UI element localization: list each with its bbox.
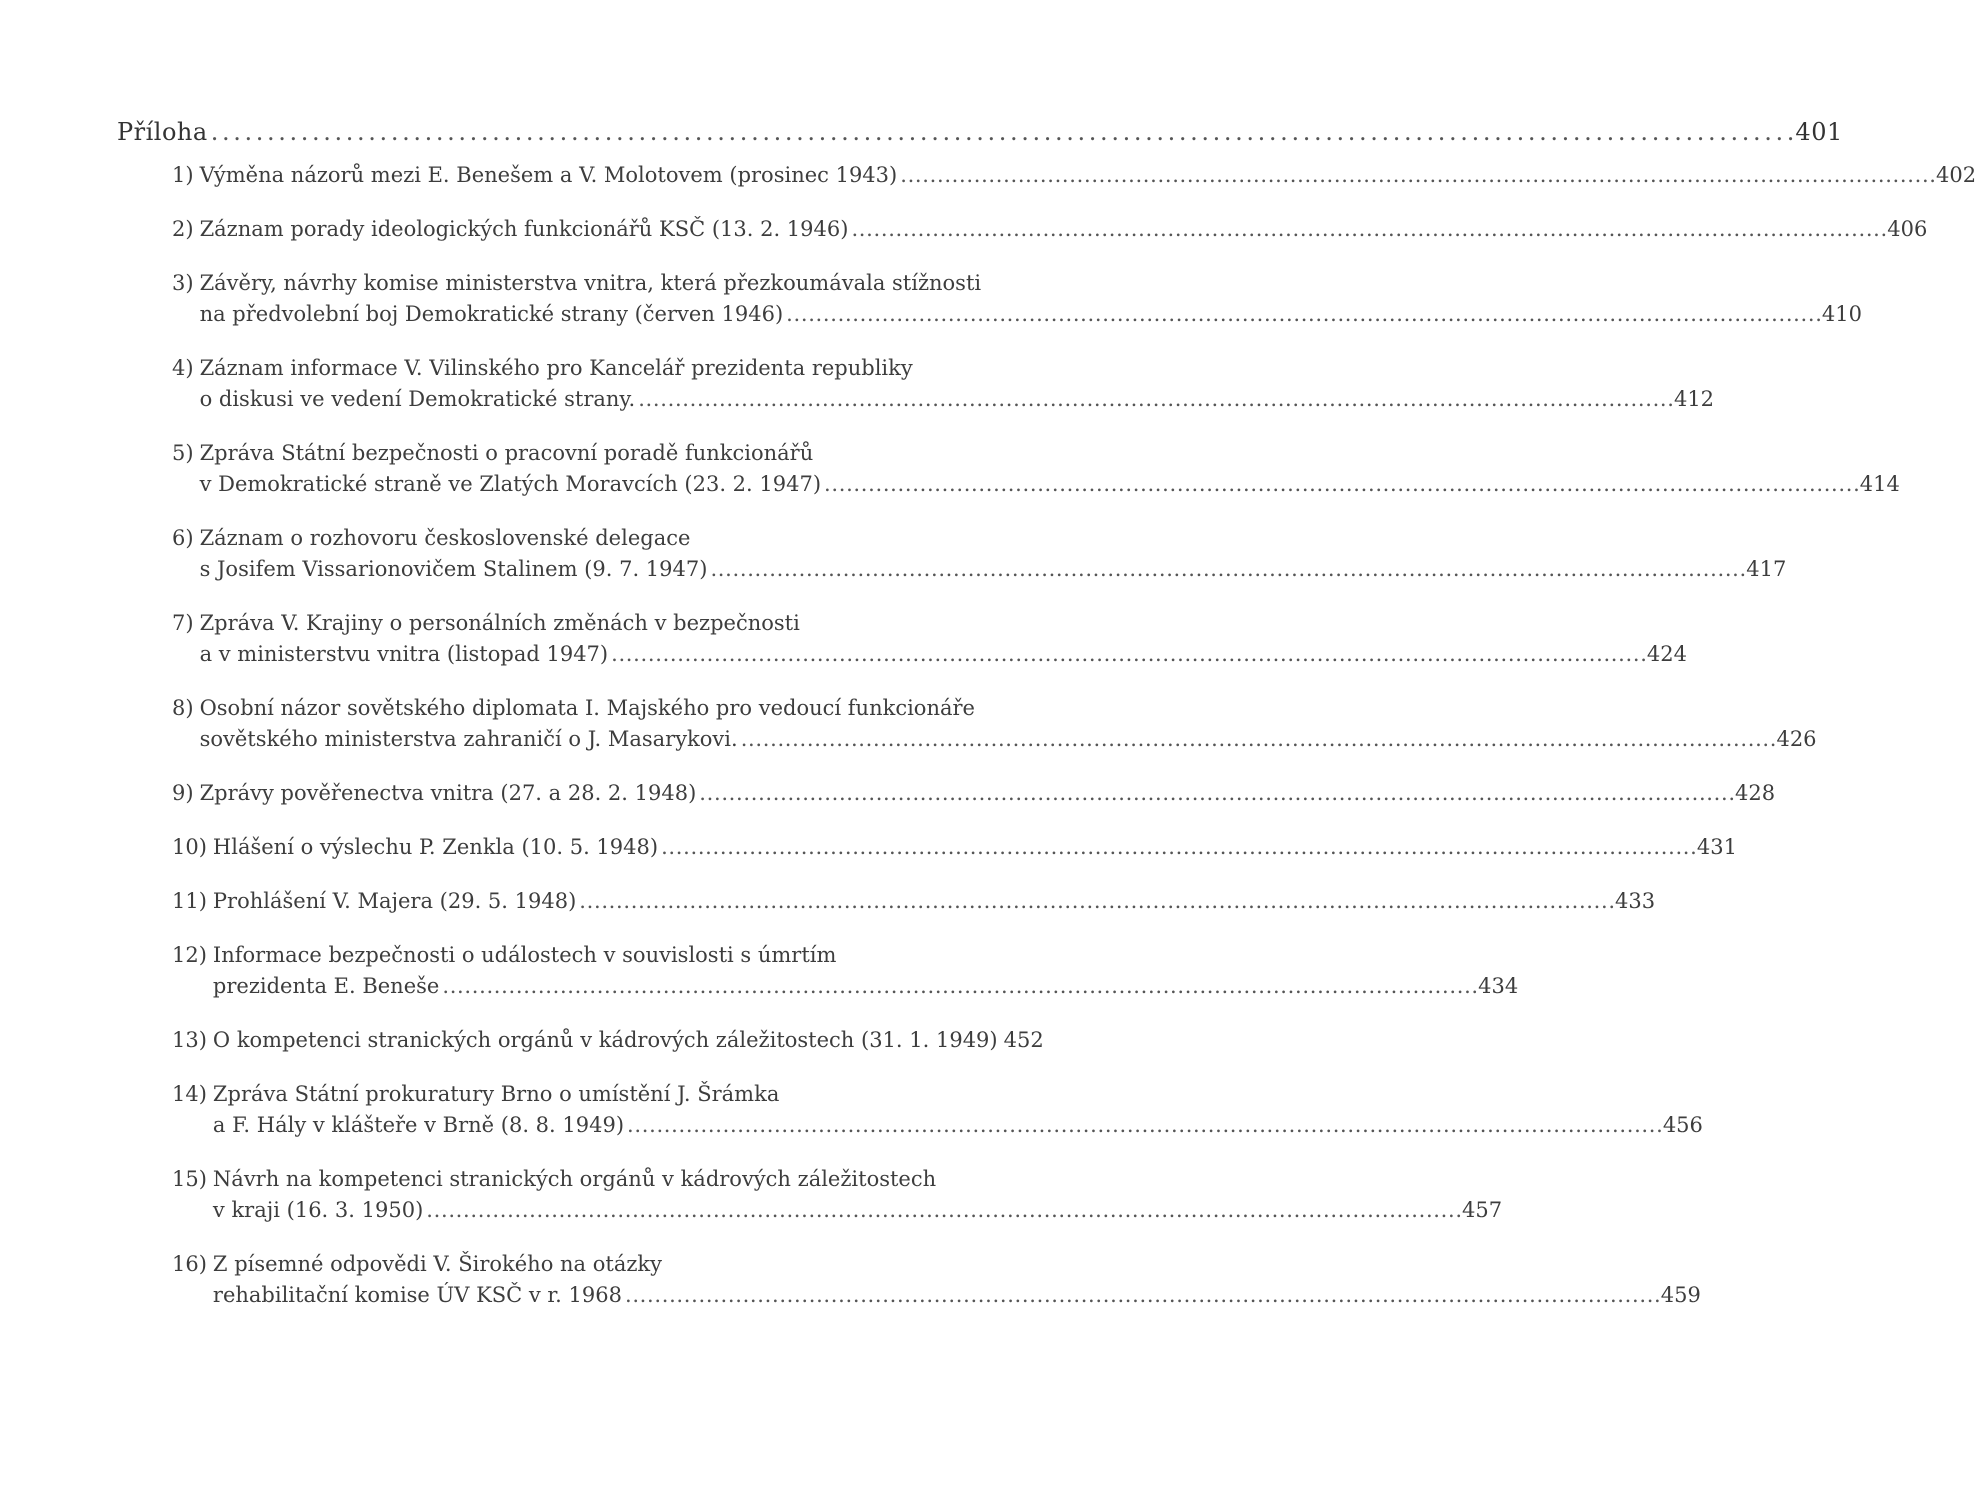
entry-title: Návrh na kompetenci stranických orgánů v kádrových záležitostech bbox=[212, 1167, 937, 1191]
entry-number: 8) bbox=[172, 696, 194, 720]
toc-entry bbox=[172, 353, 1715, 415]
table-of-contents bbox=[117, 118, 1976, 1334]
toc-entry-line bbox=[172, 1025, 1044, 1056]
entry-title: a v ministerstvu vnitra (listopad 1947) bbox=[199, 642, 609, 666]
toc-entry-line bbox=[172, 1195, 1503, 1226]
page-number: 410 bbox=[1821, 302, 1863, 326]
entry-number: 13) bbox=[172, 1028, 207, 1052]
entry-title: rehabilitační komise ÚV KSČ v r. 1968 bbox=[212, 1283, 622, 1307]
toc-entry-line bbox=[172, 1079, 947, 1110]
toc-entry bbox=[172, 160, 1976, 191]
page-number: 452 bbox=[1003, 1028, 1044, 1052]
dot-leader bbox=[211, 118, 1793, 146]
toc-entry-line bbox=[172, 724, 1817, 755]
toc-entry-line bbox=[172, 940, 947, 971]
dot-leader bbox=[625, 1280, 1658, 1311]
entry-title: o diskusi ve vedení Demokratické strany. bbox=[199, 387, 636, 411]
entry-title: Zpráva Státní bezpečnosti o pracovní poradě funkcionářů bbox=[199, 441, 814, 465]
toc-heading bbox=[117, 118, 1843, 146]
entry-title: O kompetenci stranických orgánů v kádrových záležitostech (31. 1. 1949) bbox=[212, 1028, 998, 1052]
toc-entry bbox=[172, 523, 1787, 585]
toc-entry-line bbox=[172, 268, 982, 299]
page-number: 434 bbox=[1478, 974, 1519, 998]
entry-number: 4) bbox=[172, 356, 194, 380]
entry-number: 14) bbox=[172, 1082, 207, 1106]
toc-entry-line bbox=[172, 1249, 947, 1280]
toc-entries bbox=[172, 160, 1976, 1311]
toc-entry-line bbox=[172, 438, 947, 469]
dot-leader bbox=[824, 469, 1857, 500]
toc-entry-line bbox=[172, 971, 1519, 1002]
entry-number: 16) bbox=[172, 1252, 207, 1276]
toc-entry-line bbox=[172, 1164, 947, 1195]
entry-title: v Demokratické straně ve Zlatých Moravcích (23. 2. 1947) bbox=[199, 472, 822, 496]
page-number: 428 bbox=[1735, 781, 1776, 805]
entry-number: 11) bbox=[172, 889, 207, 913]
page-number: 406 bbox=[1887, 217, 1928, 241]
page-number: 412 bbox=[1673, 387, 1715, 411]
toc-entry-line bbox=[172, 639, 1687, 670]
entry-number: 6) bbox=[172, 526, 194, 550]
dot-leader bbox=[661, 832, 1694, 863]
entry-number: 9) bbox=[172, 781, 194, 805]
toc-entry-line bbox=[172, 353, 947, 384]
entry-title: s Josifem Vissarionovičem Stalinem (9. 7. 1947) bbox=[199, 557, 708, 581]
toc-entry-line bbox=[172, 1280, 1701, 1311]
entry-title: v kraji (16. 3. 1950) bbox=[212, 1198, 424, 1222]
toc-entry bbox=[172, 438, 1900, 500]
page-number: 426 bbox=[1776, 727, 1817, 751]
entry-title: Hlášení o výslechu P. Zenkla (10. 5. 1948) bbox=[212, 835, 659, 859]
toc-entry-line bbox=[172, 1110, 1703, 1141]
dot-leader bbox=[699, 778, 1732, 809]
page-number: 414 bbox=[1859, 472, 1900, 496]
page-number: 401 bbox=[1795, 118, 1843, 146]
entry-number: 5) bbox=[172, 441, 194, 465]
toc-entry bbox=[172, 1164, 1503, 1226]
dot-leader bbox=[638, 384, 1671, 415]
toc-entry bbox=[172, 832, 1737, 863]
dot-leader bbox=[741, 724, 1774, 755]
toc-entry-line bbox=[172, 554, 1787, 585]
entry-title: Z písemné odpovědi V. Širokého na otázky bbox=[212, 1252, 662, 1276]
dot-leader bbox=[426, 1195, 1459, 1226]
entry-title: Informace bezpečnosti o událostech v souvislosti s úmrtím bbox=[212, 943, 837, 967]
entry-title: Prohlášení V. Majera (29. 5. 1948) bbox=[212, 889, 577, 913]
page-number: 433 bbox=[1615, 889, 1656, 913]
page-number: 459 bbox=[1660, 1283, 1701, 1307]
toc-entry-line bbox=[172, 886, 1656, 917]
entry-title: a F. Hály v klášteře v Brně (8. 8. 1949) bbox=[212, 1113, 625, 1137]
toc-entry bbox=[172, 1025, 1044, 1056]
toc-entry bbox=[172, 268, 1863, 330]
toc-entry-line bbox=[172, 384, 1715, 415]
entry-title: Záznam porady ideologických funkcionářů KSČ (13. 2. 1946) bbox=[199, 217, 849, 241]
entry-title: na předvolební boj Demokratické strany (červen 1946) bbox=[199, 302, 784, 326]
toc-entry-line bbox=[172, 214, 1928, 245]
entry-number: 2) bbox=[172, 217, 194, 241]
toc-entry-line bbox=[172, 523, 947, 554]
toc-entry bbox=[172, 940, 1519, 1002]
page-number: 431 bbox=[1696, 835, 1737, 859]
dot-leader bbox=[611, 639, 1644, 670]
toc-entry bbox=[172, 608, 1687, 670]
page-number: 457 bbox=[1462, 1198, 1503, 1222]
page-number: 402 bbox=[1935, 163, 1976, 187]
entry-number: 1) bbox=[172, 163, 194, 187]
toc-entry bbox=[172, 693, 1817, 755]
toc-entry-line bbox=[172, 778, 1776, 809]
toc-entry bbox=[172, 886, 1656, 917]
entry-number: 3) bbox=[172, 271, 194, 295]
toc-entry-line bbox=[172, 693, 975, 724]
entry-title: Zprávy pověřenectva vnitra (27. a 28. 2. 1948) bbox=[199, 781, 697, 805]
entry-title: Závěry, návrhy komise ministerstva vnitra, která přezkoumávala stížnosti bbox=[199, 271, 982, 295]
entry-title: Zpráva V. Krajiny o personálních změnách v bezpečnosti bbox=[199, 611, 800, 635]
dot-leader bbox=[786, 299, 1819, 330]
entry-number: 10) bbox=[172, 835, 207, 859]
toc-entry-line bbox=[172, 608, 947, 639]
dot-leader bbox=[710, 554, 1743, 585]
entry-title: Osobní názor sovětského diplomata I. Majského pro vedoucí funkcionáře bbox=[199, 696, 975, 720]
entry-title: Výměna názorů mezi E. Benešem a V. Molotovem (prosinec 1943) bbox=[199, 163, 898, 187]
entry-number: 7) bbox=[172, 611, 194, 635]
toc-entry bbox=[172, 1079, 1703, 1141]
entry-title: Záznam informace V. Vilinského pro Kancelář prezidenta republiky bbox=[199, 356, 913, 380]
toc-entry-line bbox=[172, 832, 1737, 863]
toc-entry bbox=[172, 1249, 1701, 1311]
dot-leader bbox=[442, 971, 1475, 1002]
entry-title: Zpráva Státní prokuratury Brno o umístění J. Šrámka bbox=[212, 1082, 780, 1106]
toc-entry-line bbox=[172, 299, 1863, 330]
entry-number: 15) bbox=[172, 1167, 207, 1191]
toc-entry-line bbox=[172, 160, 1976, 191]
dot-leader bbox=[851, 214, 1884, 245]
dot-leader bbox=[579, 886, 1612, 917]
toc-entry-line bbox=[172, 469, 1900, 500]
entry-title: prezidenta E. Beneše bbox=[212, 974, 440, 998]
dot-leader bbox=[900, 160, 1933, 191]
entry-number: 12) bbox=[172, 943, 207, 967]
entry-title: sovětského ministerstva zahraničí o J. Masarykovi. bbox=[199, 727, 738, 751]
page-number: 417 bbox=[1746, 557, 1787, 581]
page-number: 456 bbox=[1662, 1113, 1703, 1137]
toc-entry bbox=[172, 778, 1776, 809]
dot-leader bbox=[627, 1110, 1660, 1141]
toc-entry bbox=[172, 214, 1928, 245]
page-number: 424 bbox=[1646, 642, 1687, 666]
section-title: Příloha bbox=[117, 118, 208, 146]
entry-title: Záznam o rozhovoru československé delegace bbox=[199, 526, 691, 550]
